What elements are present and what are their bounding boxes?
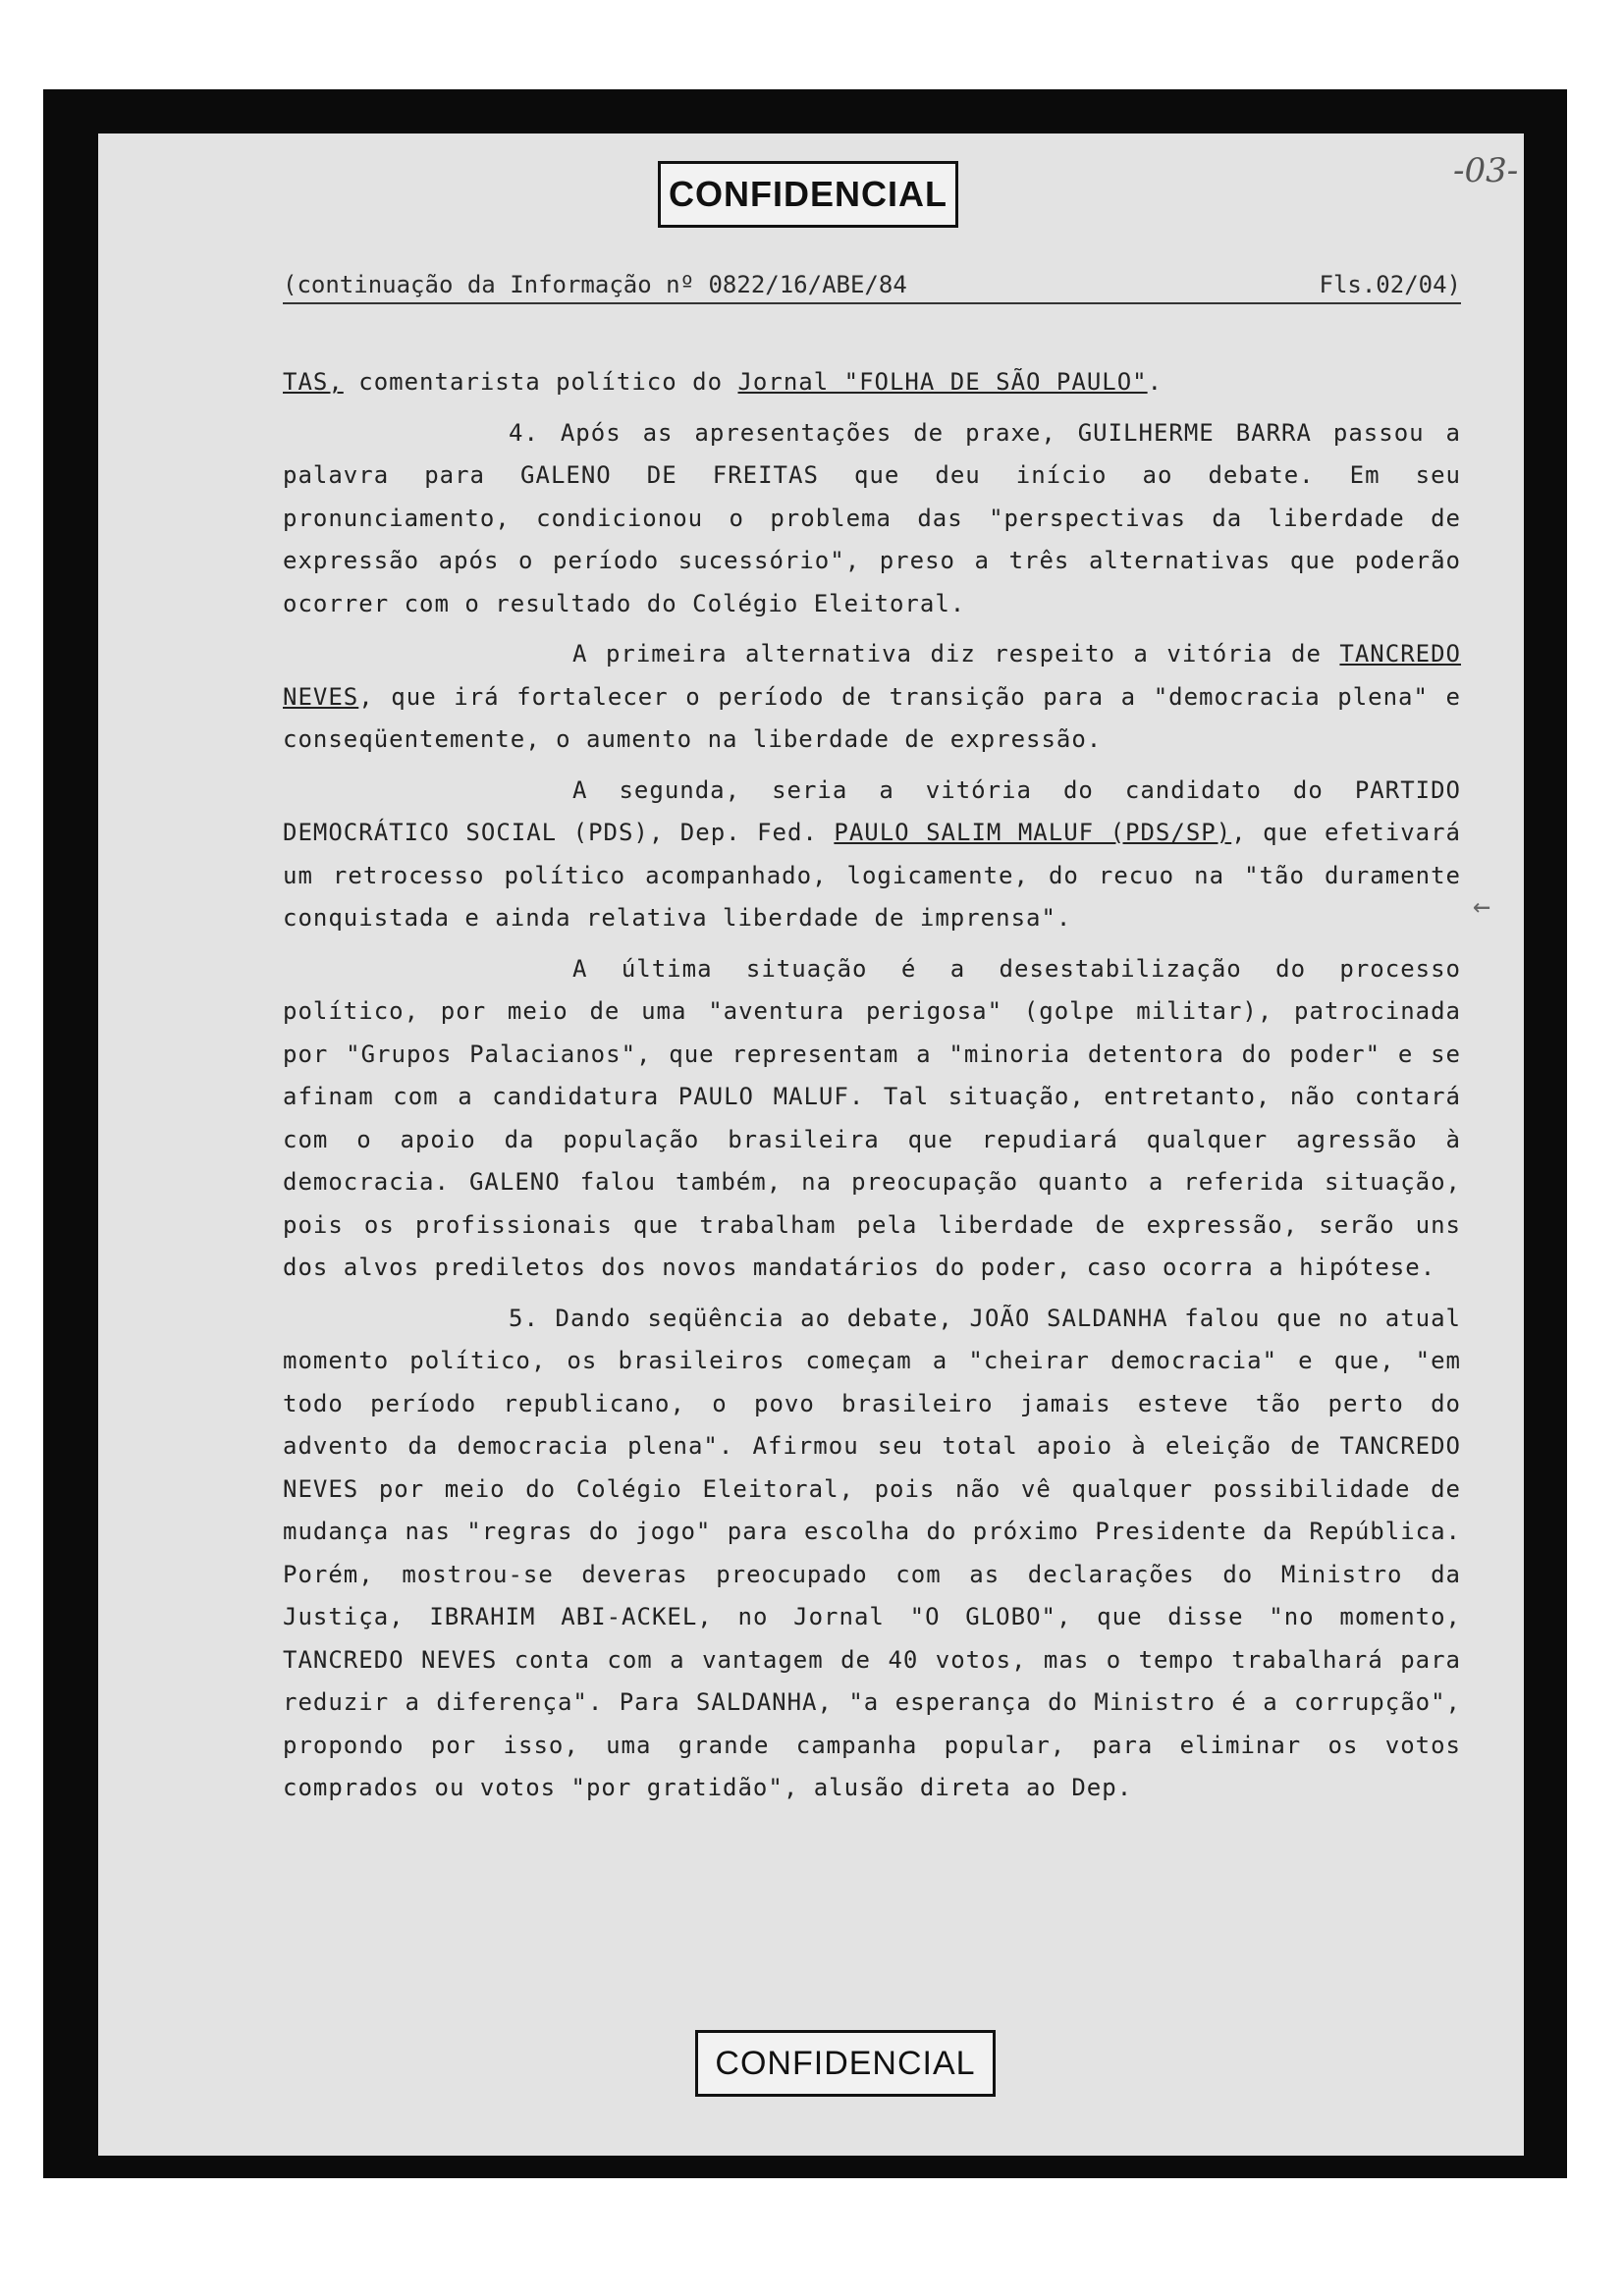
continuation-header xyxy=(283,271,1461,304)
paragraph-last-situation: A última situação é a desestabilização do processo político, por meio de uma "aventura perigosa" (golpe militar), patrocinada por "Grupos Palacianos", que representam a "minoria detentora do poder" e se afinam com a candidatura PAULO MALUF. Tal situação, entretanto, não contará com o apoio da população brasileira que repudiará qualquer agressão à democracia. GALENO falou também, na preocupação quanto a referida situação, pois os profissionais que trabalham pela liberdade de expressão, serão uns dos alvos prediletos dos novos mandatários do poder, caso ocorra a hipótese. xyxy=(283,954,1461,1281)
confidential-stamp-bottom: CONFIDENCIAL xyxy=(695,2030,996,2097)
document-page xyxy=(98,133,1524,2156)
underlined-name: TAS, xyxy=(283,368,344,396)
header-folio: Fls.02/04) xyxy=(1319,271,1461,298)
paragraph-5: 5. Dando seqüência ao debate, JOÃO SALDANHA falou que no atual momento político, os brasileiros começam a "cheirar democracia" e que, "em todo período republicano, o povo brasileiro jamais esteve tão perto do advento da democracia plena". Afirmou seu total apoio à eleição de TANCREDO NEVES por meio do Colégio Eleitoral, pois não vê qualquer possibilidade de mudança nas "regras do jogo" para escolha do próximo Presidente da República. Porém, mostrou-se deveras preocupado com as declarações do Ministro da Justiça, IBRAHIM ABI-ACKEL, no Jornal "O GLOBO", que disse "no momento, TANCREDO NEVES conta com a vantagem de 40 votos, mas o tempo trabalhará para reduzir a diferença". Para SALDANHA, "a esperança do Ministro é a corrupção", propondo por isso, uma grande campanha popular, para eliminar os votos comprados ou votos "por gratidão", alusão direta ao Dep. xyxy=(283,1304,1461,1801)
underlined-name: PAULO SALIM MALUF (PDS/SP) xyxy=(834,819,1232,846)
underlined-name: TANCREDO NEVES xyxy=(283,640,1461,711)
underlined-newspaper: Jornal "FOLHA DE SÃO PAULO" xyxy=(737,368,1148,396)
paragraph-first-alternative: A primeira alternativa diz respeito a vitória de TANCREDO NEVES, que irá fortalecer o período de transição para a "democracia plena" e conseqüentemente, o aumento na liberdade de expressão. xyxy=(283,640,1461,753)
paragraph-1: TAS, comentarista político do Jornal "FOLHA DE SÃO PAULO". xyxy=(283,368,1164,396)
document-body xyxy=(283,361,1461,1818)
header-reference: (continuação da Informação nº 0822/16/ABE/84 xyxy=(283,271,907,298)
paragraph-second-alternative: A segunda, seria a vitória do candidato do PARTIDO DEMOCRÁTICO SOCIAL (PDS), Dep. Fed. PAULO SALIM MALUF (PDS/SP), que efetivará um retrocesso político acompanhado, logicamente, do recuo na "tão duramente conquistada e ainda relativa liberdade de imprensa". xyxy=(283,775,1461,932)
handwritten-page-number: -03- xyxy=(1453,151,1519,190)
confidential-stamp-top: CONFIDENCIAL xyxy=(658,161,958,228)
margin-arrow-mark: ← xyxy=(1473,889,1491,924)
paragraph-4: 4. Após as apresentações de praxe, GUILHERME BARRA passou a palavra para GALENO DE FREITAS que deu início ao debate. Em seu pronunciamento, condicionou o problema das "perspectivas da liberdade de expressão após o período sucessório", preso a três alternativas que poderão ocorrer com o resultado do Colégio Eleitoral. xyxy=(283,418,1461,617)
